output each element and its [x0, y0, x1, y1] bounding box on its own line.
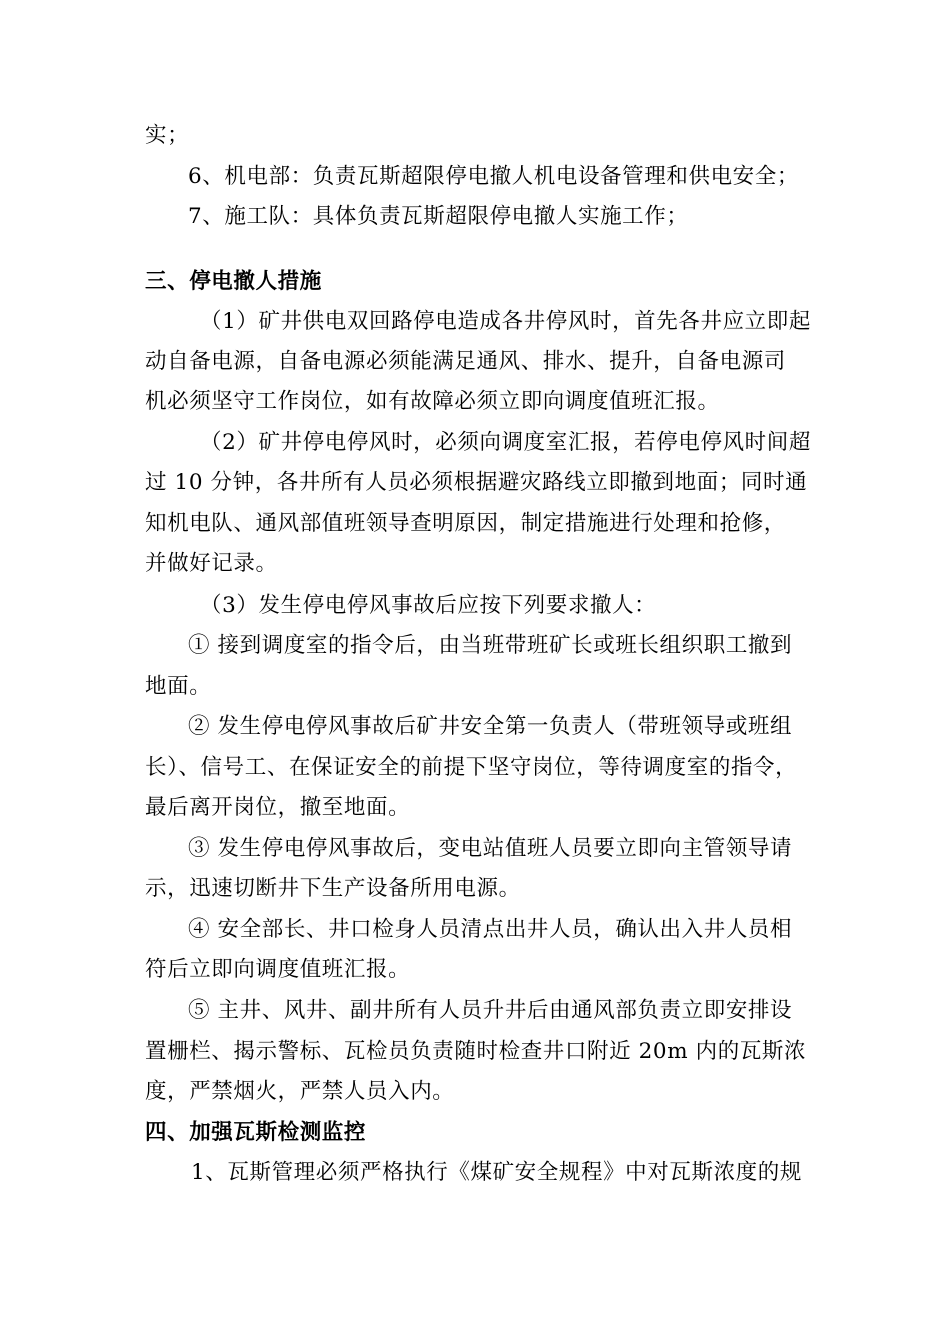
text-line: 6、机电部：负责瓦斯超限停电撤人机电设备管理和供电安全；	[188, 164, 799, 189]
text-line: 过 10 分钟，各井所有人员必须根据避灾路线立即撤到地面；同时通	[145, 470, 808, 495]
text-line: 并做好记录。	[145, 551, 278, 576]
text-line: （3）发生停电停风事故后应按下列要求撤人：	[200, 593, 657, 618]
text-line: （1）矿井供电双回路停电造成各井停风时，首先各井应立即起	[200, 309, 811, 334]
text-line: 实；	[145, 123, 190, 148]
section-heading: 三、停电撤人措施	[145, 269, 322, 294]
text-line: 1、瓦斯管理必须严格执行《煤矿安全规程》中对瓦斯浓度的规	[191, 1160, 802, 1185]
text-line: 地面。	[145, 674, 212, 699]
text-line: 7、施工队：具体负责瓦斯超限停电撤人实施工作；	[188, 204, 689, 229]
text-line: 动自备电源，自备电源必须能满足通风、排水、提升，自备电源司	[145, 349, 786, 374]
text-line: ② 发生停电停风事故后矿井安全第一负责人（带班领导或班组	[188, 714, 793, 739]
text-line: （2）矿井停电停风时，必须向调度室汇报，若停电停风时间超	[200, 430, 811, 455]
text-line: 示，迅速切断井下生产设备所用电源。	[145, 876, 521, 901]
text-line: 置栅栏、揭示警标、瓦检员负责随时检查井口附近 20m 内的瓦斯浓	[145, 1039, 807, 1064]
text-line: 长）、信号工、在保证安全的前提下坚守岗位，等待调度室的指令，	[145, 755, 798, 780]
text-line: ④ 安全部长、井口检身人员清点出井人员，确认出入井人员相	[188, 917, 793, 942]
text-line: 最后离开岗位，撤至地面。	[145, 795, 411, 820]
section-heading: 四、加强瓦斯检测监控	[145, 1120, 367, 1145]
text-line: 机必须坚守工作岗位，如有故障必须立即向调度值班汇报。	[145, 389, 720, 414]
text-line: ① 接到调度室的指令后，由当班带班矿长或班长组织职工撤到	[188, 633, 793, 658]
text-line: 符后立即向调度值班汇报。	[145, 957, 411, 982]
text-line: 知机电队、通风部值班领导查明原因，制定措施进行处理和抢修，	[145, 511, 786, 536]
text-line: 度，严禁烟火，严禁人员入内。	[145, 1079, 455, 1104]
text-line: ③ 发生停电停风事故后，变电站值班人员要立即向主管领导请	[188, 836, 793, 861]
text-line: ⑤ 主井、风井、副井所有人员升井后由通风部负责立即安排设	[188, 998, 793, 1023]
